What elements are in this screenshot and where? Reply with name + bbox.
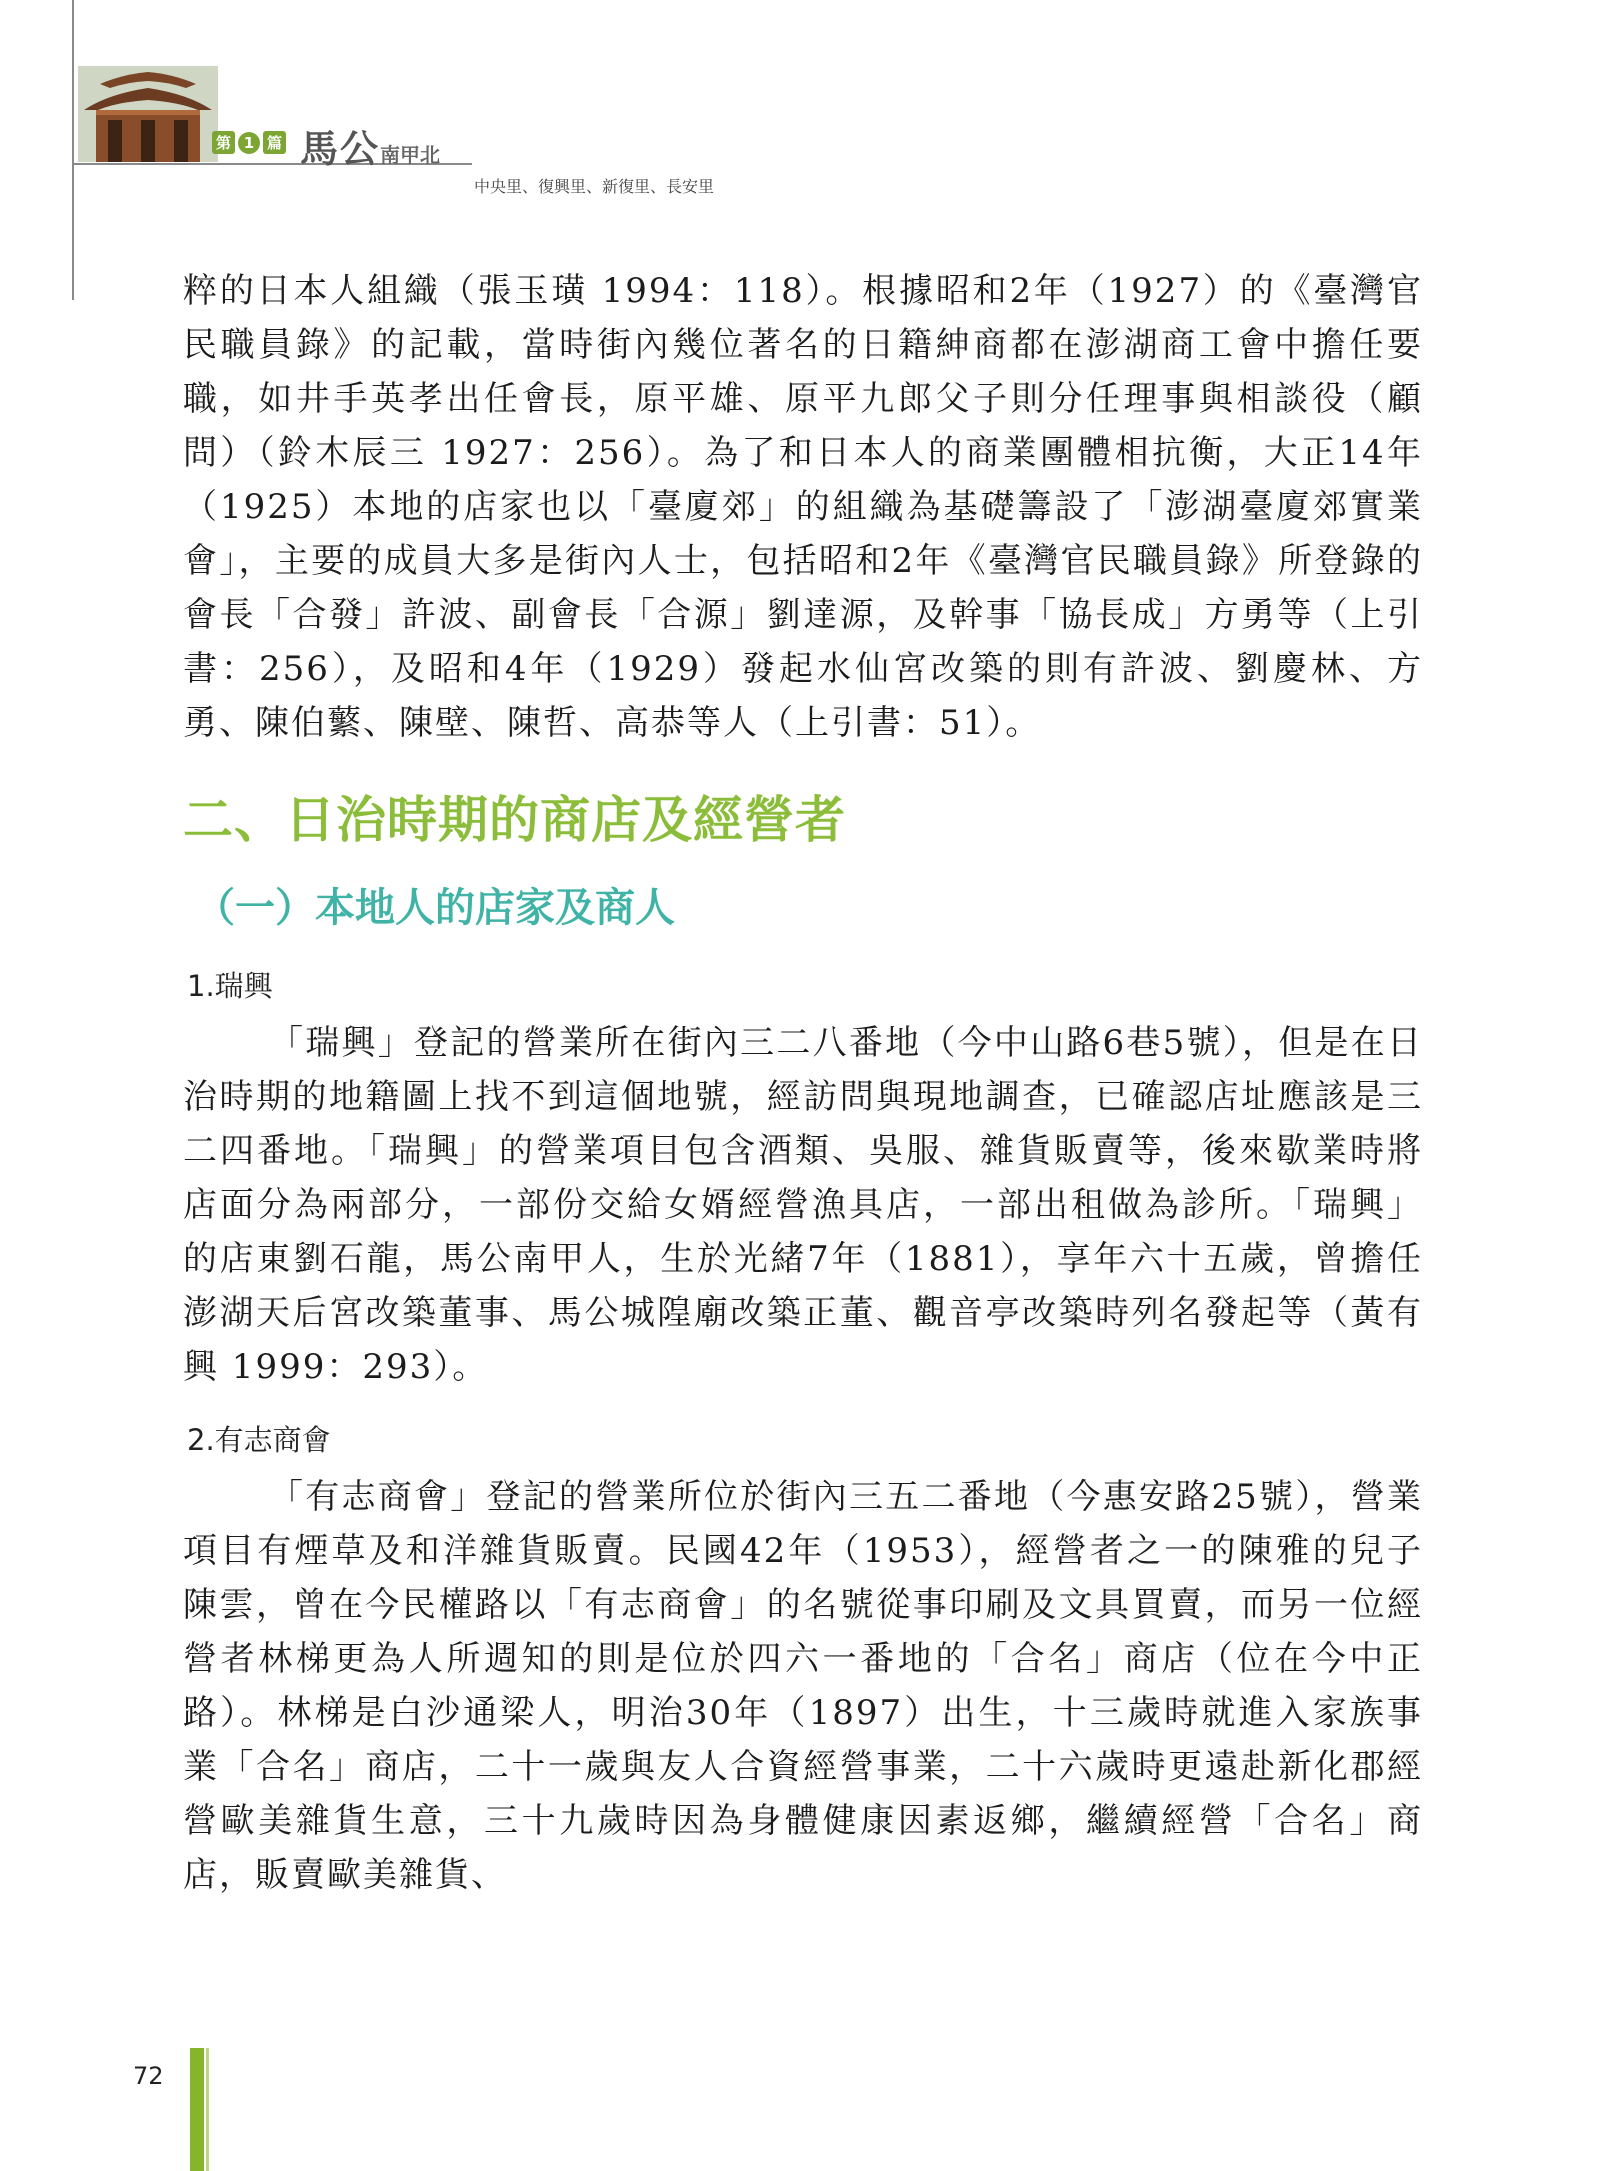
header-vertical-rule	[72, 0, 74, 300]
chapter-number: 1	[238, 132, 260, 154]
chapter-badge	[212, 131, 286, 154]
intro-paragraph: 粹的日本人組織（張玉璜 1994：118）。根據昭和2年（1927）的《臺灣官民職員錄》的記載，當時街內幾位著名的日籍紳商都在澎湖商工會中擔任要職，如井手英孝出任會長，原平雄、原平九郎父子則分任理事與相談役（顧問）（鈴木辰三 1927：256）。為了和日本人的商業團體相抗衡，大正14年（1925）本地的店家也以「臺廈郊」的組織為基礎籌設了「澎湖臺廈郊實業會」，主要的成員大多是街內人士，包括昭和2年《臺灣官民職員錄》所登錄的會長「合發」許波、副會長「合源」劉達源，及幹事「協長成」方勇等（上引書：256），及昭和4年（1929）發起水仙宮改築的則有許波、劉慶林、方勇、陳伯蘩、陳壁、陳哲、高恭等人（上引書：51）。	[183, 271, 1423, 743]
footer-accent-bar-light	[206, 2048, 209, 2171]
subsection-title: （一）本地人的店家及商人	[195, 885, 675, 931]
chapter-prefix: 第	[212, 131, 235, 154]
page-number: 72	[133, 2062, 164, 2090]
item-title-ruixing: 1.瑞興	[187, 969, 273, 1003]
item-paragraph-youzhi: 「有志商會」登記的營業所位於街內三五二番地（今惠安路25號），營業項目有煙草及和洋雜貨販賣。民國42年（1953），經營者之一的陳雅的兒子陳雲，曾在今民權路以「有志商會」的名號從事印刷及文具買賣，而另一位經營者林梯更為人所週知的則是位於四六一番地的「合名」商店（位在今中正路）。林梯是白沙通梁人，明治30年（1897）出生，十三歲時就進入家族事業「合名」商店，二十一歲與友人合資經營事業，二十六歲時更遠赴新化郡經營歐美雜貨生意，三十九歲時因為身體健康因素返鄉，繼續經營「合名」商店，販賣歐美雜貨、	[183, 1477, 1423, 1895]
item-paragraph-ruixing: 「瑞興」登記的營業所在街內三二八番地（今中山路6巷5號），但是在日治時期的地籍圖上找不到這個地號，經訪問與現地調查，已確認店址應該是三二四番地。「瑞興」的營業項目包含酒類、吳服、雜貨販賣等，後來歇業時將店面分為兩部分，一部份交給女婿經營漁具店，一部出租做為診所。「瑞興」的店東劉石龍，馬公南甲人，生於光緒7年（1881），享年六十五歲，曾擔任澎湖天后宮改築董事、馬公城隍廟改築正董、觀音亭改築時列名發起等（黃有興 1999：293）。	[183, 1023, 1423, 1387]
header-title-small: 南甲北	[380, 143, 441, 167]
temple-illustration	[78, 66, 218, 162]
header-title-main: 馬公	[300, 126, 381, 171]
item-title-youzhi: 2.有志商會	[187, 1423, 331, 1457]
main-content	[183, 264, 1423, 1902]
footer-accent-bar	[190, 2048, 204, 2171]
section-title: 二、日治時期的商店及經營者	[183, 791, 846, 849]
chapter-suffix: 篇	[263, 131, 286, 154]
header-title	[300, 118, 440, 173]
header-subtitle: 中央里、復興里、新復里、長安里	[474, 177, 715, 196]
